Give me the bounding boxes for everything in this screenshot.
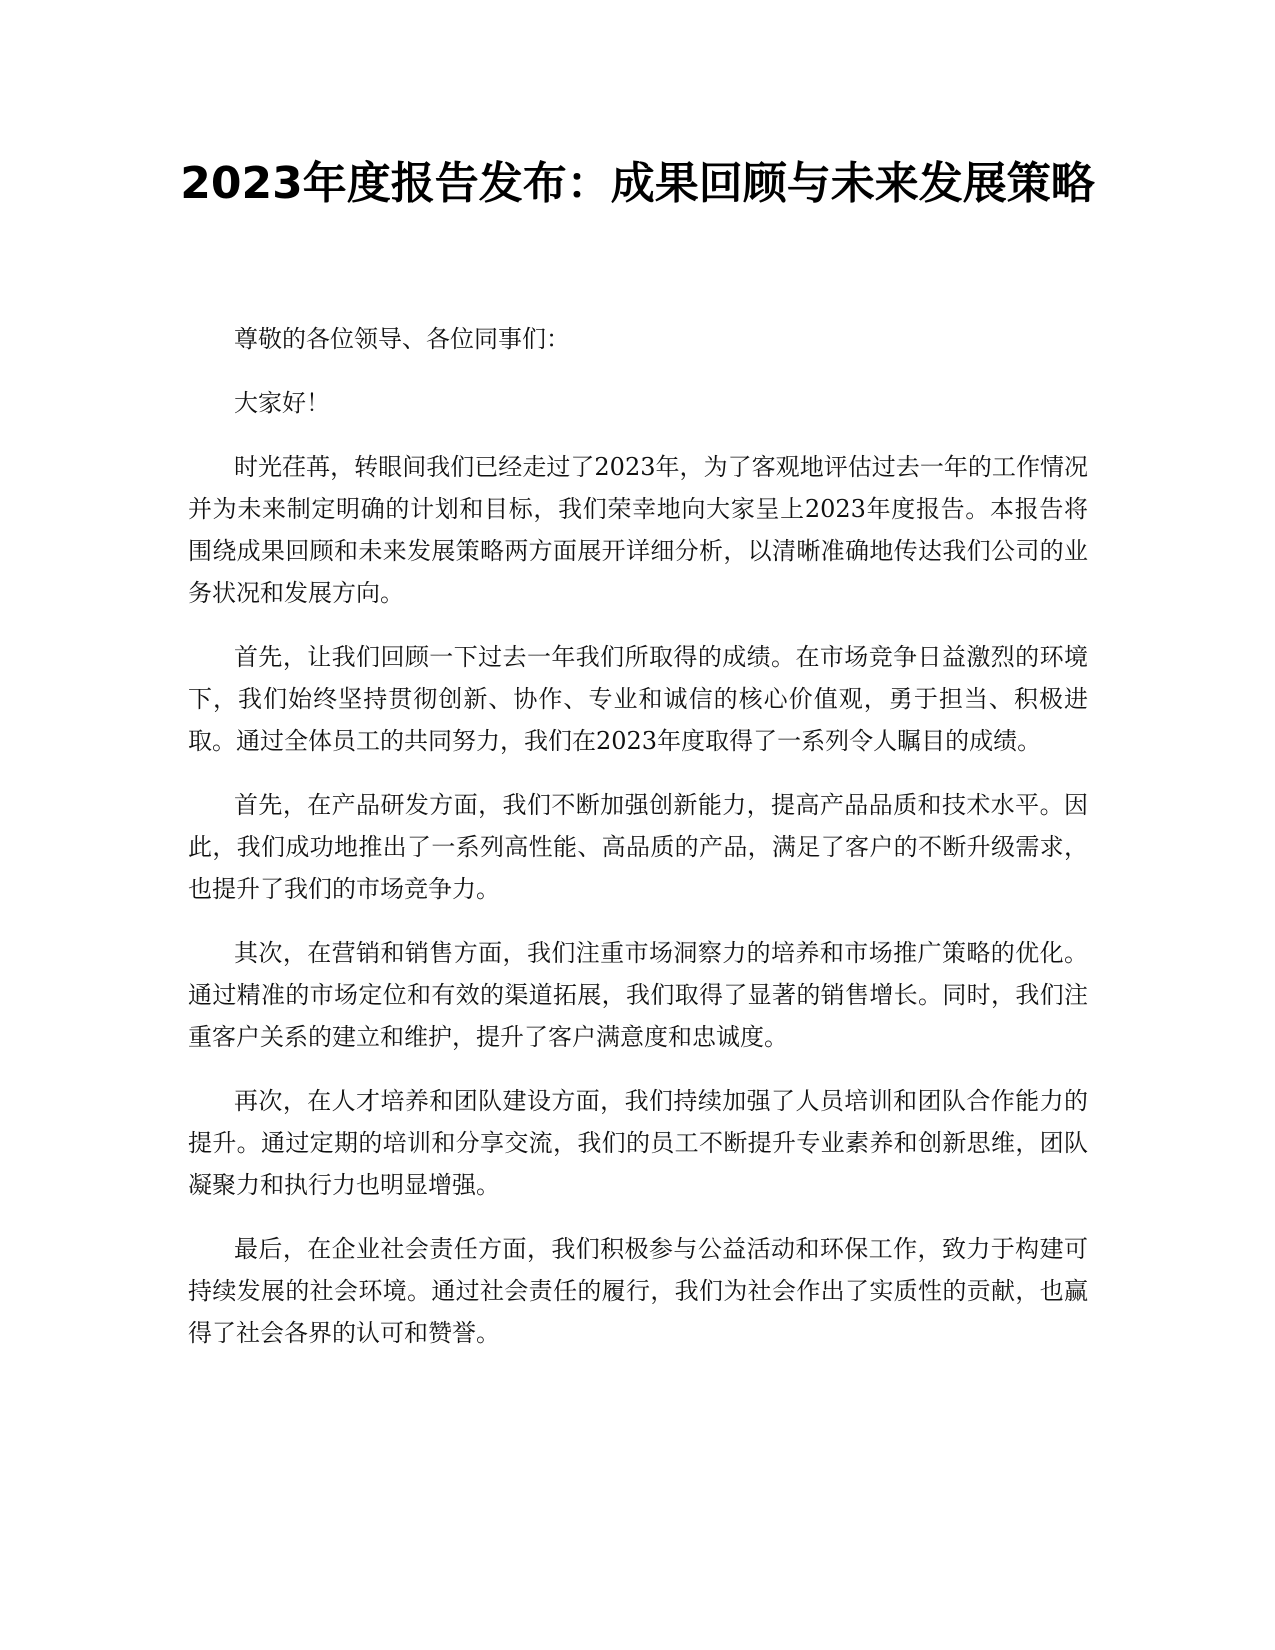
greeting-paragraph: 大家好！ [234,389,330,417]
product-rd-paragraph: 首先，在产品研发方面，我们不断加强创新能力，提高产品品质和技术水平。因此，我们成功地推出了一系列高性能、高品质的产品，满足了客户的不断升级需求，也提升了我们的市场竞争力。 [188,791,1088,903]
intro-paragraph: 时光荏苒，转眼间我们已经走过了2023年，为了客观地评估过去一年的工作情况并为未来制定明确的计划和目标，我们荣幸地向大家呈上2023年度报告。本报告将围绕成果回顾和未来发展策略两方面展开详细分析，以清晰准确地传达我们公司的业务状况和发展方向。 [188,453,1088,607]
talent-team-paragraph: 再次，在人才培养和团队建设方面，我们持续加强了人员培训和团队合作能力的提升。通过定期的培训和分享交流，我们的员工不断提升专业素养和创新思维，团队凝聚力和执行力也明显增强。 [188,1087,1088,1199]
achievements-paragraph: 首先，让我们回顾一下过去一年我们所取得的成绩。在市场竞争日益激烈的环境下，我们始终坚持贯彻创新、协作、专业和诚信的核心价值观，勇于担当、积极进取。通过全体员工的共同努力，我们在2023年度取得了一系列令人瞩目的成绩。 [188,643,1088,755]
salutation-paragraph: 尊敬的各位领导、各位同事们： [234,325,570,353]
marketing-sales-paragraph: 其次，在营销和销售方面，我们注重市场洞察力的培养和市场推广策略的优化。通过精准的市场定位和有效的渠道拓展，我们取得了显著的销售增长。同时，我们注重客户关系的建立和维护，提升了客户满意度和忠诚度。 [188,939,1088,1051]
document-body [188,318,1088,1376]
document-title: 2023年度报告发布：成果回顾与未来发展策略 [180,158,1095,209]
csr-paragraph: 最后，在企业社会责任方面，我们积极参与公益活动和环保工作，致力于构建可持续发展的社会环境。通过社会责任的履行，我们为社会作出了实质性的贡献，也赢得了社会各界的认可和赞誉。 [188,1235,1088,1347]
